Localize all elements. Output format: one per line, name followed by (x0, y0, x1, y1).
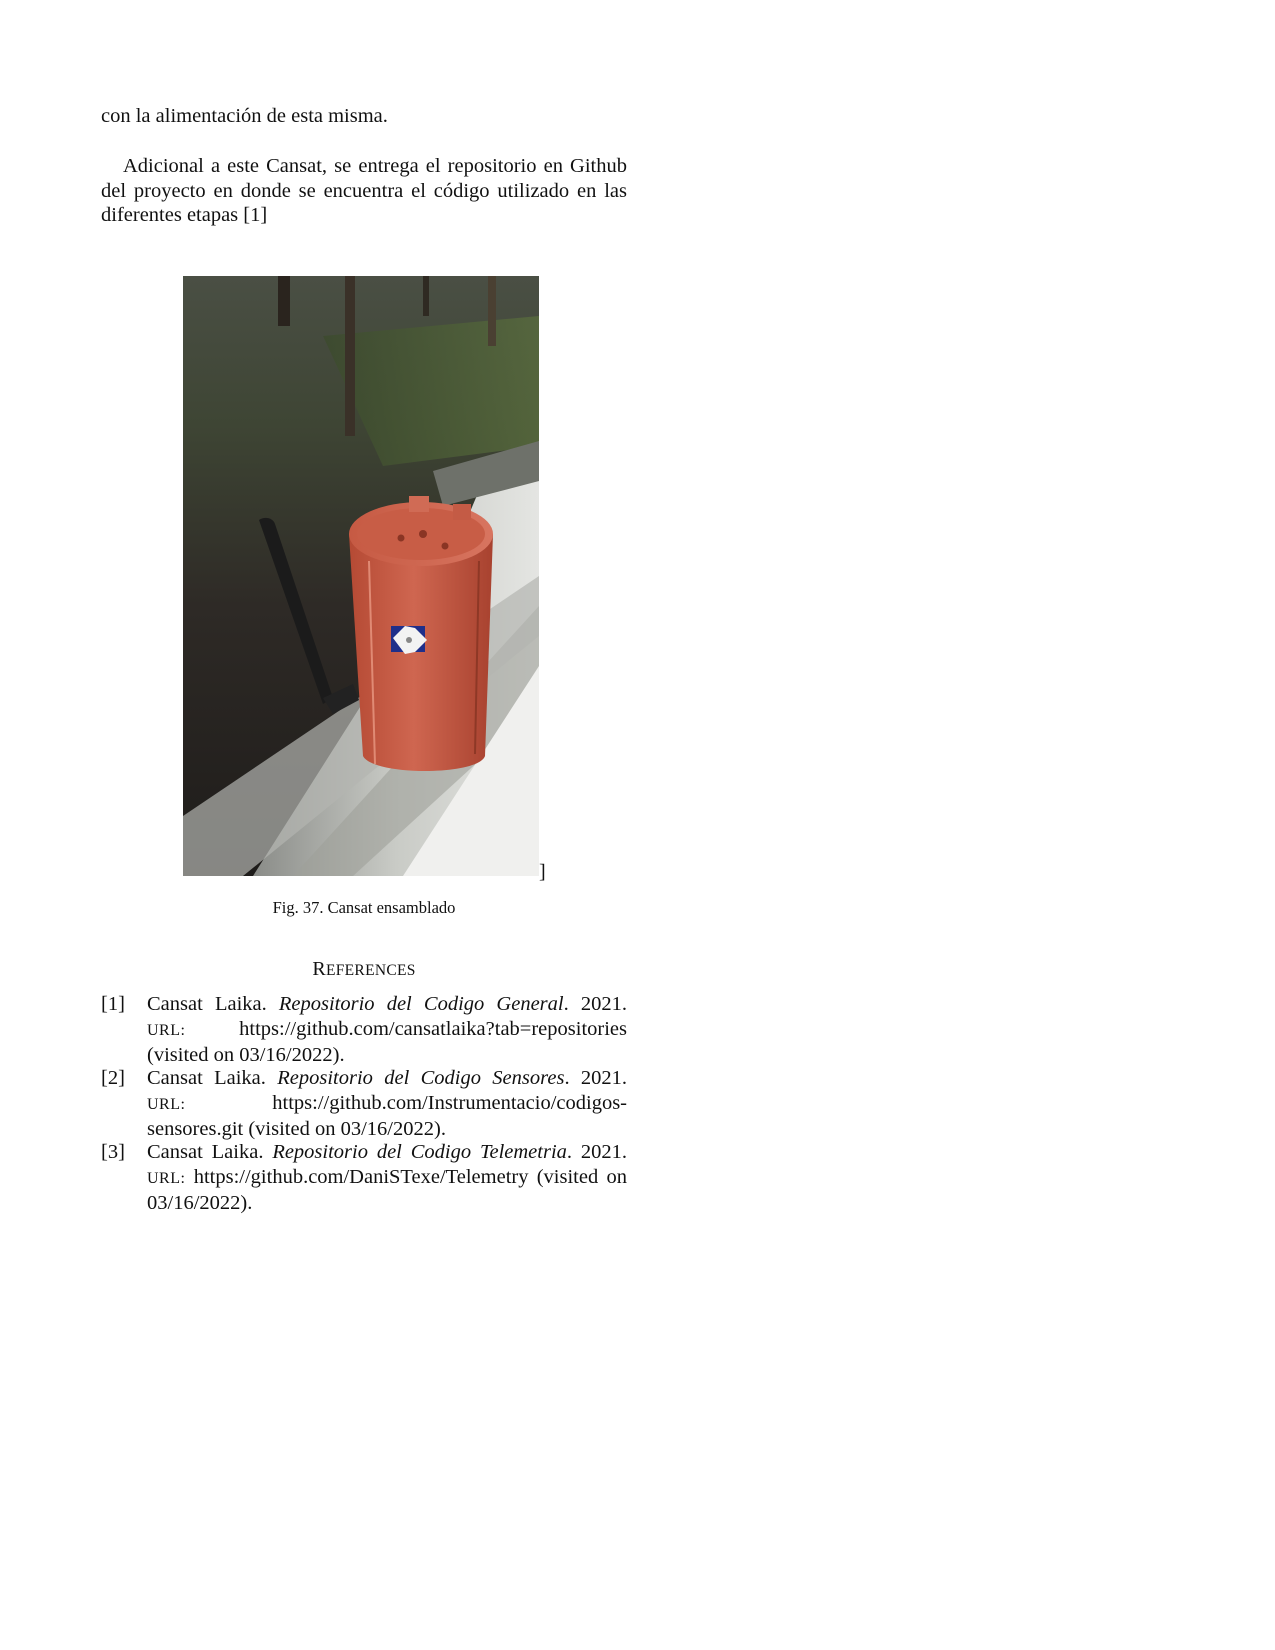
reference-item (101, 1140, 627, 1216)
reference-year: . 2021. (563, 993, 627, 1015)
reference-author: Cansat Laika. (147, 1067, 266, 1089)
reference-url-label: URL: (147, 1021, 186, 1039)
reference-url-link[interactable]: https://github.com/cansatlaika?tab=repositories (239, 1017, 627, 1040)
references-heading-rest: EFERENCES (325, 962, 416, 979)
reference-title: Repositorio del Codigo General (278, 993, 564, 1015)
reference-url-link[interactable]: https://github.com/Instrumentacio/codigos-sensores.git (147, 1091, 627, 1140)
figure-caption: Fig. 37. Cansat ensamblado (272, 898, 456, 917)
references-heading-initial: R (312, 958, 326, 980)
reference-visited: (visited on 03/16/2022). (147, 1044, 345, 1066)
reference-item (101, 992, 627, 1068)
reference-number: [3] (101, 1141, 125, 1163)
body-paragraph-2: Adicional a este Cansat, se entrega el repositorio en Github del proyecto en donde se encuentra el código utilizado en las diferentes etapas [1] (101, 155, 627, 226)
reference-year: . 2021. (566, 1141, 628, 1163)
body-paragraph-1: con la alimentación de esta misma. (101, 105, 388, 127)
reference-visited: (visited on 03/16/2022). (147, 1165, 627, 1214)
reference-url-label: URL: (147, 1095, 186, 1113)
cansat-photo (183, 276, 539, 876)
reference-number: [1] (101, 993, 125, 1015)
reference-year: . 2021. (564, 1067, 628, 1089)
reference-url-link[interactable]: https://github.com/DaniSTexe/Telemetry (193, 1165, 529, 1188)
reference-visited: (visited on 03/16/2022). (248, 1118, 446, 1140)
reference-number: [2] (101, 1067, 125, 1089)
reference-title: Repositorio del Codigo Sensores (277, 1067, 565, 1089)
reference-item (101, 1066, 627, 1142)
reference-author: Cansat Laika. (147, 1141, 264, 1163)
stray-bracket: ] (539, 861, 546, 883)
reference-title: Repositorio del Codigo Telemetria (272, 1141, 567, 1163)
reference-url-label: URL: (147, 1169, 186, 1187)
references-heading (101, 957, 627, 984)
reference-author: Cansat Laika. (147, 993, 267, 1015)
